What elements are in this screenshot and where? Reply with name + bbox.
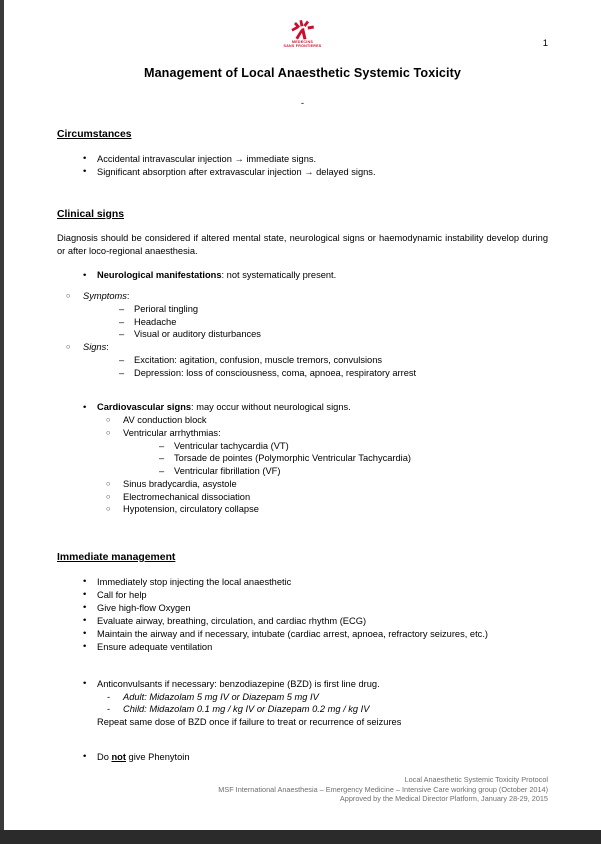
signs-colon: : [106, 342, 109, 353]
spacer [57, 729, 548, 740]
list-item: – Ventricular fibrillation (VF) [123, 465, 548, 478]
list-item-symptoms [57, 290, 548, 341]
cardio-sublist [97, 414, 548, 516]
list-item: – Excitation: agitation, confusion, muscle tremors, convulsions [83, 354, 548, 367]
list-item: • Ensure adequate ventilation [57, 641, 548, 654]
phenytoin-emphasis: not [111, 751, 126, 762]
list-item: – Depression: loss of consciousness, coma, apnoea, respiratory arrest [83, 367, 548, 380]
list-item-dose-adult: ‐ Adult: Midazolam 5 mg IV or Diazepam 5 mg IV [97, 691, 548, 704]
page-header [57, 14, 548, 58]
list-item-dose-child: ‐ Child: Midazolam 0.1 mg / kg IV or Diazepam 0.2 mg / kg IV [97, 703, 548, 716]
cardiovascular-list [57, 401, 548, 516]
list-item: – Visual or auditory disturbances [83, 328, 548, 341]
spacer [57, 379, 548, 390]
msf-logo [271, 19, 335, 49]
anticonvulsants-list [57, 678, 548, 729]
list-item: – Torsade de pointes (Polymorphic Ventricular Tachycardia) [123, 452, 548, 465]
list-item: ○ Hypotension, circulatory collapse [97, 503, 548, 516]
anticonvulsant-doses [97, 691, 548, 716]
spacer [57, 282, 548, 290]
neuro-rest: : not systematically present. [221, 270, 337, 281]
footer-line-3: Approved by the Medical Director Platform, January 28-29, 2015 [339, 794, 548, 804]
circumstances-list [57, 153, 548, 179]
signs-label: Signs [83, 342, 107, 353]
list-item-neurological [57, 269, 548, 282]
footer-line-1: Local Anaesthetic Systemic Toxicity Protocol [404, 775, 548, 785]
msf-logo-text-line2: SANS FRONTIERES [283, 44, 322, 49]
list-item: • Evaluate airway, breathing, circulation, and cardiac rhythm (ECG) [57, 615, 548, 628]
neuro-sublist [57, 290, 548, 379]
list-item-anticonvulsants [57, 678, 548, 729]
section-heading-immediate-management: Immediate management [57, 551, 176, 563]
list-item: • Maintain the airway and if necessary, intubate (cardiac arrest, apnoea, refractory seizures, etc.) [57, 628, 548, 641]
phenytoin-post: give Phenytoin [125, 751, 190, 762]
anticonvulsants-lead: Anticonvulsants if necessary: benzodiazepine (BZD) is first line drug. [97, 678, 380, 689]
msf-logo-icon [290, 19, 316, 40]
page-footer [218, 775, 548, 804]
list-item: ○ Sinus bradycardia, asystole [97, 478, 548, 491]
title-dash: - [300, 97, 305, 109]
page-title: Management of Local Anaesthetic Systemic Toxicity [143, 66, 462, 80]
window-bottom-border [0, 830, 601, 844]
anticonvulsants-repeat-note: Repeat same dose of BZD once if failure to treat or recurrence of seizures [97, 716, 402, 727]
list-item: • Accidental intravascular injection → immediate signs. [57, 153, 548, 166]
clinical-signs-list [57, 269, 548, 282]
section-heading-circumstances: Circumstances [57, 129, 132, 141]
msf-logo-text-line1: MEDECINS [292, 40, 313, 44]
list-item-phenytoin [57, 751, 548, 764]
symptoms-colon: : [126, 291, 130, 302]
cardio-label: Cardiovascular signs [97, 402, 192, 413]
clinical-signs-intro: Diagnosis should be considered if altered mental state, neurological signs or haemodynamic instability develop during or after loco-regional anaesthesia. [57, 233, 548, 257]
list-item: – Headache [83, 316, 548, 329]
footer-line-2: MSF International Anaesthesia – Emergency Medicine – Intensive Care working group (October 2014) [218, 784, 548, 794]
list-item: ○ AV conduction block [97, 414, 548, 427]
list-item: • Significant absorption after extravascular injection → delayed signs. [57, 166, 548, 179]
phenytoin-pre: Do [97, 751, 112, 762]
list-item: • Give high-flow Oxygen [57, 602, 548, 615]
arrhythmias-label: Ventricular arrhythmias: [123, 428, 221, 438]
cardio-rest: : may occur without neurological signs. [191, 402, 351, 413]
list-item: – Perioral tingling [83, 303, 548, 316]
immediate-management-list [57, 576, 548, 654]
list-item: • Immediately stop injecting the local anaesthetic [57, 576, 548, 589]
list-item: • Call for help [57, 589, 548, 602]
signs-list [83, 354, 548, 379]
phenytoin-list [57, 751, 548, 764]
arrhythmias-list [123, 440, 548, 478]
list-item: – Ventricular tachycardia (VT) [123, 440, 548, 453]
list-item-cardiovascular [57, 401, 548, 516]
list-item-signs [57, 341, 548, 379]
symptoms-list [83, 303, 548, 341]
list-item-arrhythmias [97, 427, 548, 478]
page-sheet [4, 0, 601, 830]
section-heading-clinical-signs: Clinical signs [57, 208, 124, 220]
list-item: ○ Electromechanical dissociation [97, 491, 548, 504]
page-number: 1 [542, 38, 548, 49]
symptoms-label: Symptoms [83, 291, 127, 302]
document-page [4, 0, 601, 830]
spacer [57, 654, 548, 667]
neuro-label: Neurological manifestations [97, 270, 222, 281]
